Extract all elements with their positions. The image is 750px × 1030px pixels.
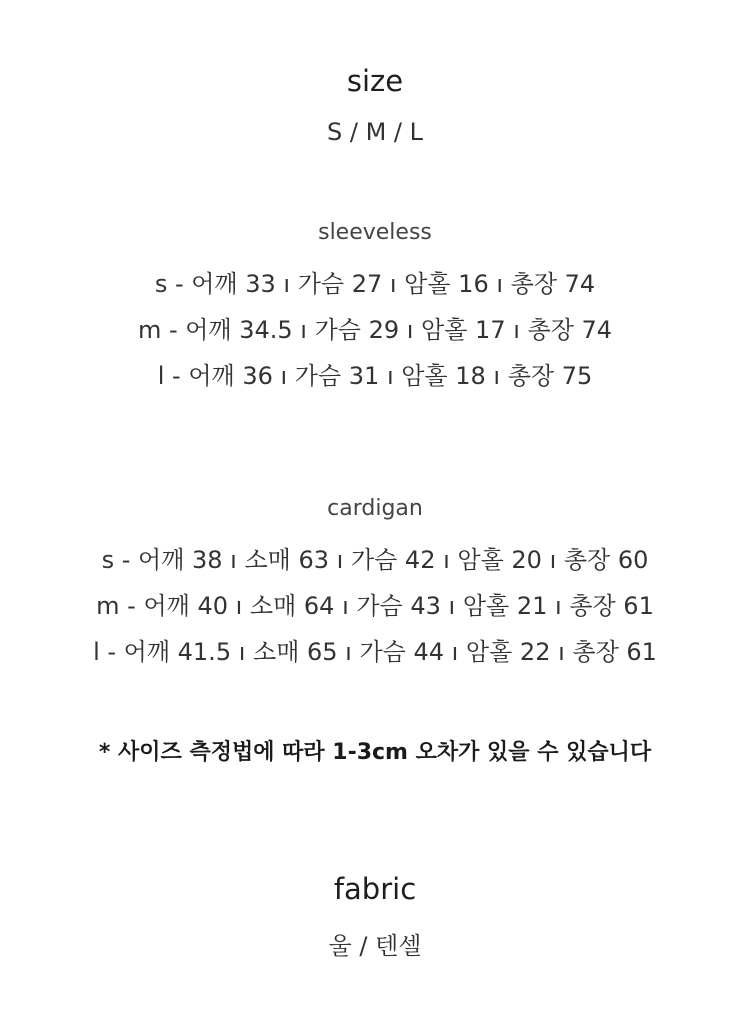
cardigan-row-m: m - 어깨 40 ı 소매 64 ı 가슴 43 ı 암홀 21 ı 총장 61 [96, 592, 654, 620]
size-heading: size [346, 64, 404, 98]
fabric-value: 울 / 텐셀 [328, 932, 422, 960]
cardigan-row-s: s - 어깨 38 ı 소매 63 ı 가슴 42 ı 암홀 20 ı 총장 60 [101, 546, 649, 574]
sleeveless-row-s: s - 어깨 33 ı 가슴 27 ı 암홀 16 ı 총장 74 [154, 270, 596, 298]
sleeveless-row-l: l - 어깨 36 ı 가슴 31 ı 암홀 18 ı 총장 75 [157, 362, 593, 390]
sleeveless-row-m: m - 어깨 34.5 ı 가슴 29 ı 암홀 17 ı 총장 74 [137, 316, 613, 344]
fabric-heading: fabric [333, 872, 417, 906]
cardigan-title: cardigan [327, 496, 423, 521]
measurement-note: * 사이즈 측정법에 따라 1-3cm 오차가 있을 수 있습니다 [98, 740, 652, 765]
cardigan-row-l: l - 어깨 41.5 ı 소매 65 ı 가슴 44 ı 암홀 22 ı 총장 61 [93, 638, 657, 666]
size-options: S / M / L [327, 118, 423, 146]
sleeveless-title: sleeveless [318, 220, 432, 245]
